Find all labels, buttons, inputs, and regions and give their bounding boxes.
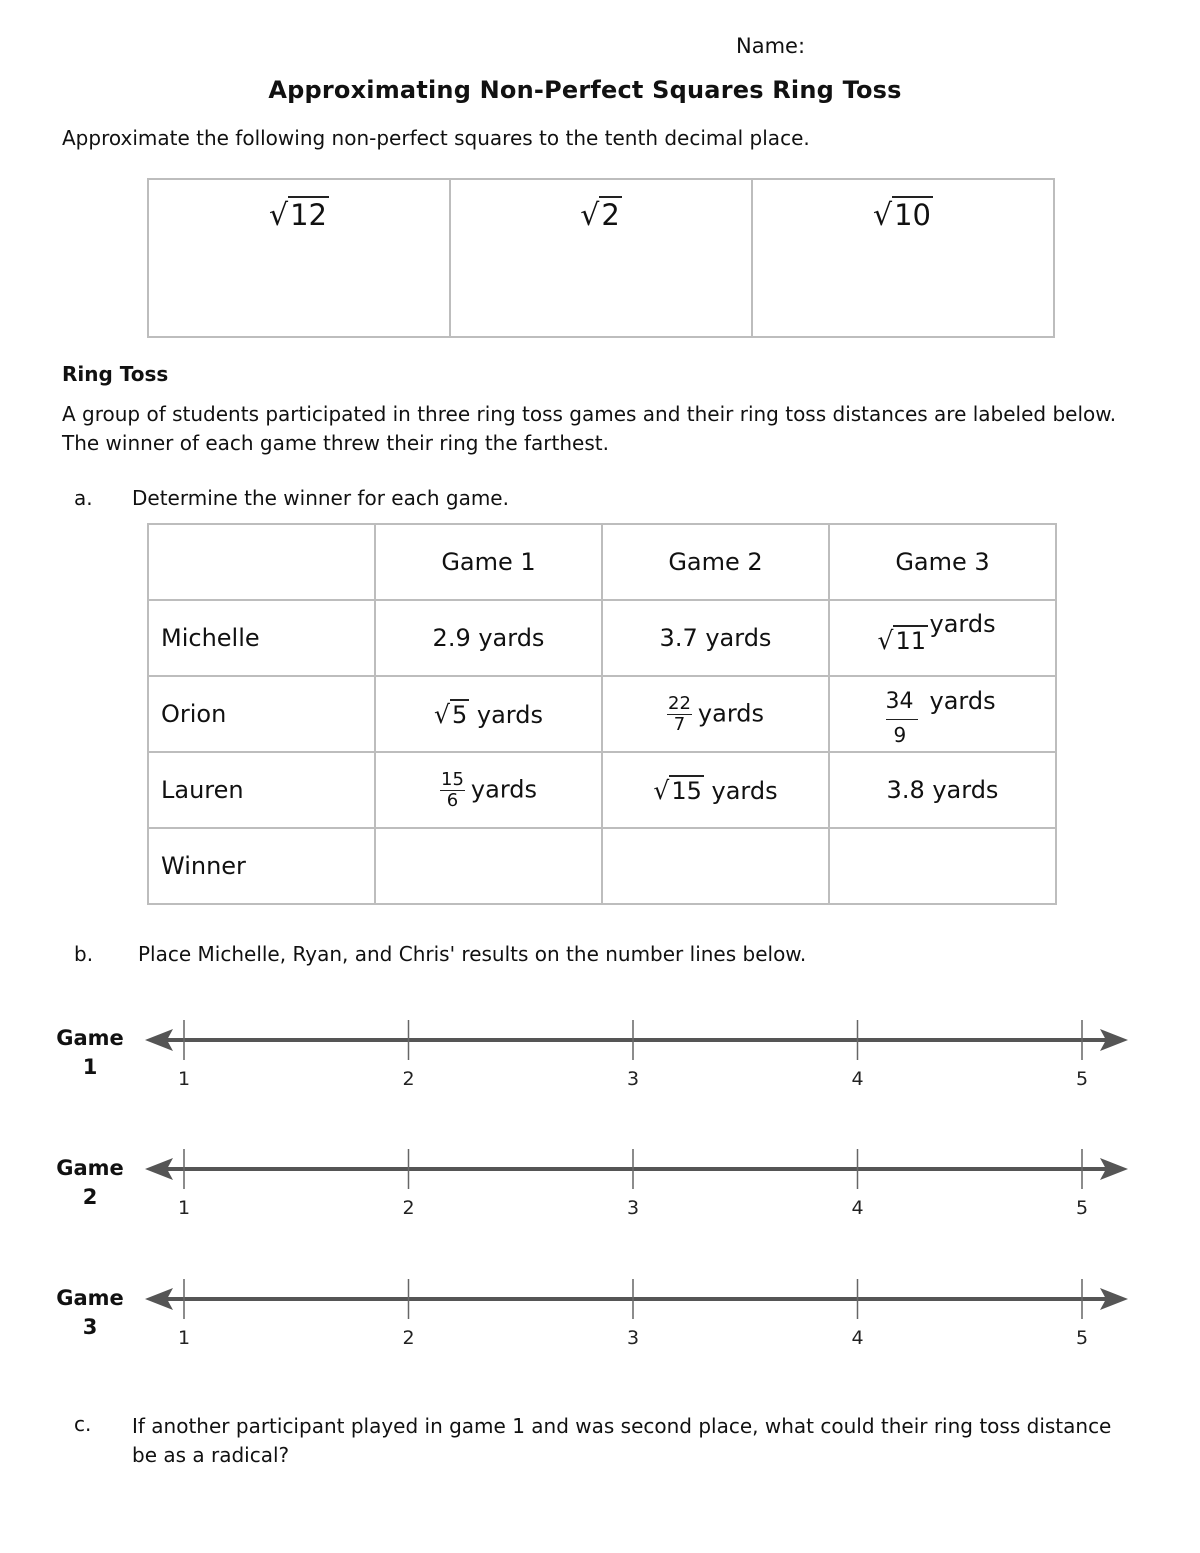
tick-label: 2 — [402, 1327, 415, 1349]
header-cell-game-1: Game 1 — [375, 524, 602, 600]
tick-label: 1 — [177, 1068, 191, 1090]
tick-label: 5 — [1075, 1068, 1089, 1090]
instructions: Approximate the following non-perfect squares to the tenth decimal place. — [62, 126, 810, 150]
question-c: If another participant played in game 1 and was second place, what could their ring toss distance be as a radical? — [132, 1414, 1112, 1467]
cell-value: 3.7 yards — [602, 600, 829, 676]
unit-label: yards — [476, 700, 543, 729]
tick-label: 5 — [1075, 1197, 1089, 1219]
number-line-game-3[interactable] — [145, 1279, 1128, 1349]
number-line-game-1[interactable] — [145, 1020, 1128, 1090]
game-1-label: Game 1 — [56, 1026, 124, 1079]
tick-label: 4 — [851, 1327, 864, 1349]
tick-label: 3 — [626, 1197, 640, 1219]
fraction-numerator: 34 — [885, 689, 914, 714]
unit-label: yards — [929, 687, 996, 715]
fraction: $\frac{22}{7}$ — [668, 692, 691, 735]
unit-label: yards — [711, 776, 778, 805]
tick-label: 4 — [851, 1197, 864, 1219]
radical: √11 — [877, 626, 926, 655]
tick-label: 1 — [177, 1197, 191, 1219]
cell-value: 3.8 yards — [829, 752, 1056, 828]
tick-label: 2 — [402, 1068, 415, 1090]
tick-label: 4 — [851, 1068, 864, 1090]
tick-label: 3 — [626, 1068, 640, 1090]
row-label: Lauren — [148, 752, 375, 828]
tick-label: 5 — [1075, 1327, 1089, 1349]
section-paragraph: A group of students participated in three ring toss games and their ring toss distances are labeled below. The winner of each game threw their ring the farthest. — [62, 402, 1117, 455]
tick-label: 3 — [626, 1327, 640, 1349]
question-a-letter: a. — [74, 486, 93, 510]
cell-value: 2.9 yards — [375, 600, 602, 676]
unit-label: yards — [697, 699, 764, 727]
tick-label: 2 — [402, 1197, 415, 1219]
question-b-letter: b. — [74, 942, 94, 966]
header-cell-game-2: Game 2 — [602, 524, 829, 600]
game-3-label: Game 3 — [56, 1286, 124, 1339]
radical: √5 — [434, 699, 468, 729]
fraction-denominator: 9 — [893, 723, 907, 747]
question-a: Determine the winner for each game. — [132, 486, 509, 510]
row-label: Michelle — [148, 600, 375, 676]
tick-label: 1 — [177, 1327, 191, 1349]
radical: √10 — [872, 198, 932, 233]
fraction: $\frac{15}{6}$ — [441, 768, 464, 811]
row-label: Orion — [148, 676, 375, 752]
section-heading: Ring Toss — [62, 362, 169, 386]
question-b: Place Michelle, Ryan, and Chris' results on the number lines below. — [138, 942, 807, 966]
question-c-letter: c. — [74, 1412, 92, 1436]
number-line-game-2[interactable] — [145, 1149, 1128, 1219]
page-title: Approximating Non-Perfect Squares Ring Toss — [268, 76, 902, 104]
unit-label: yards — [929, 610, 996, 638]
name-label: Name: — [736, 34, 806, 58]
radical: √2 — [580, 198, 620, 233]
header-cell-game-3: Game 3 — [829, 524, 1056, 600]
game-2-label: Game 2 — [56, 1156, 124, 1209]
row-label: Winner — [148, 828, 375, 904]
radical: √15 — [653, 775, 702, 805]
unit-label: yards — [470, 775, 537, 803]
radical: √12 — [268, 198, 328, 233]
